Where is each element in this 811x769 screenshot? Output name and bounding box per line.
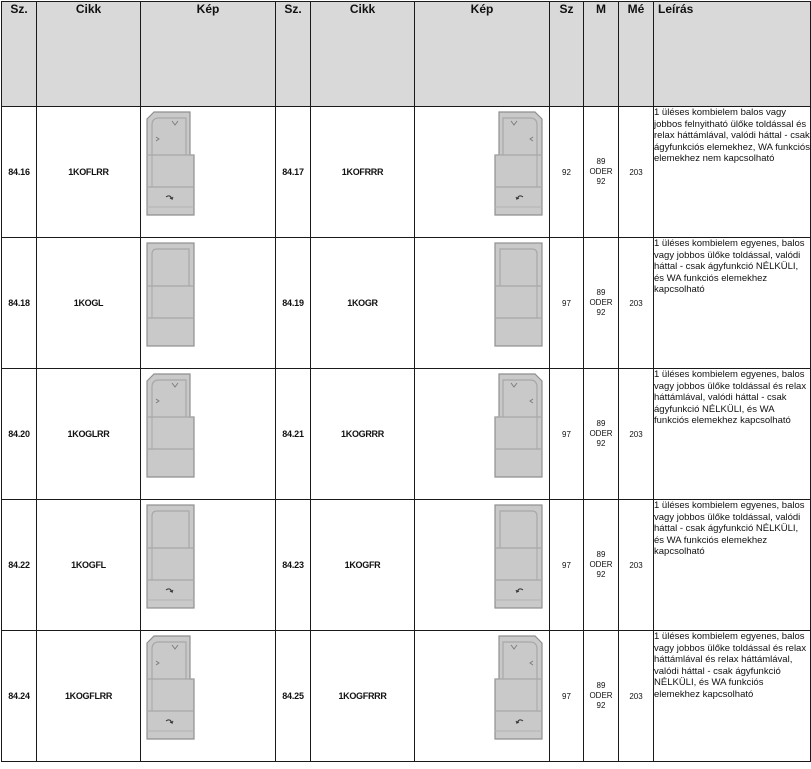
m-value-3: 92 <box>596 439 606 448</box>
sz-value: 97 <box>550 238 584 369</box>
left-item-code: 1KOGL <box>37 238 141 369</box>
m-value-2: ODER <box>589 429 613 438</box>
m-value-1: 89 <box>596 419 606 428</box>
left-item-code: 1KOFLRR <box>37 107 141 238</box>
m-value-2: ODER <box>589 560 613 569</box>
right-item-number: 84.17 <box>276 107 311 238</box>
header-kep: Kép <box>141 2 276 107</box>
m-values <box>584 500 619 631</box>
right-item-code: 1KOGR <box>311 238 415 369</box>
left-item-number: 84.18 <box>2 238 37 369</box>
header-leiras: Leírás <box>654 2 811 107</box>
right-item-code: 1KOGFR <box>311 500 415 631</box>
m-value-2: ODER <box>589 691 613 700</box>
table-row <box>2 107 811 238</box>
straight-relax-right-icon <box>489 371 545 481</box>
left-item-image <box>141 631 276 762</box>
right-item-image <box>415 369 550 500</box>
table-row <box>2 369 811 500</box>
product-table <box>1 1 811 762</box>
table-row <box>2 500 811 631</box>
left-item-image <box>141 107 276 238</box>
m-value-1: 89 <box>596 550 606 559</box>
header-cikk-2: Cikk <box>311 2 415 107</box>
m-value-3: 92 <box>596 701 606 710</box>
description: 1 üléses kombielem egyenes, balos vagy jobbos ülőke toldással, valódi háttal - csak ágyfunkció NÉLKÜLI, és WA funkciós elemekhez kapcsolható <box>654 238 811 369</box>
right-item-code: 1KOFRRR <box>311 107 415 238</box>
m-value-3: 92 <box>596 177 606 186</box>
m-value-3: 92 <box>596 570 606 579</box>
description: 1 üléses kombielem egyenes, balos vagy jobbos ülőke toldással és relax háttámlával és relax háttámlával, valódi háttal - csak ágyfunkció NÉLKÜLI, és WA funkciós elemekhez kapcsolható <box>654 631 811 762</box>
corner-recliner-left-icon <box>144 109 200 219</box>
straight-lift-left-icon <box>144 502 200 612</box>
left-item-number: 84.20 <box>2 369 37 500</box>
m-values <box>584 238 619 369</box>
right-item-number: 84.25 <box>276 631 311 762</box>
sz-value: 97 <box>550 500 584 631</box>
sz-value: 92 <box>550 107 584 238</box>
m-value-2: ODER <box>589 167 613 176</box>
m-values <box>584 369 619 500</box>
description: 1 üléses kombielem balos vagy jobbos felnyitható ülőke toldással és relax háttámlával, valódi háttal - csak ágyfunkciós elemekhez, WA funkciós elemekhez nem kapcsolható <box>654 107 811 238</box>
product-table-wrapper <box>1 1 811 762</box>
me-value: 203 <box>619 369 654 500</box>
right-item-image <box>415 238 550 369</box>
sz-value: 97 <box>550 369 584 500</box>
right-item-code: 1KOGRRR <box>311 369 415 500</box>
straight-lift-relax-right-icon <box>489 633 545 743</box>
left-item-image <box>141 238 276 369</box>
left-item-number: 84.24 <box>2 631 37 762</box>
left-item-code: 1KOGFLRR <box>37 631 141 762</box>
left-item-code: 1KOGLRR <box>37 369 141 500</box>
m-value-1: 89 <box>596 288 606 297</box>
straight-lift-relax-left-icon <box>144 633 200 743</box>
me-value: 203 <box>619 500 654 631</box>
left-item-code: 1KOGFL <box>37 500 141 631</box>
m-value-3: 92 <box>596 308 606 317</box>
header-row <box>2 2 811 107</box>
header-me: Mé <box>619 2 654 107</box>
left-item-number: 84.22 <box>2 500 37 631</box>
table-row <box>2 238 811 369</box>
header-sz: Sz. <box>2 2 37 107</box>
right-item-image <box>415 107 550 238</box>
right-item-number: 84.21 <box>276 369 311 500</box>
right-item-number: 84.23 <box>276 500 311 631</box>
right-item-image <box>415 500 550 631</box>
right-item-number: 84.19 <box>276 238 311 369</box>
header-kep-2: Kép <box>415 2 550 107</box>
straight-relax-left-icon <box>144 371 200 481</box>
m-values <box>584 107 619 238</box>
right-item-code: 1KOGFRRR <box>311 631 415 762</box>
m-value-2: ODER <box>589 298 613 307</box>
straight-seat-right-icon <box>489 240 545 350</box>
sz-value: 97 <box>550 631 584 762</box>
corner-recliner-right-icon <box>489 109 545 219</box>
right-item-image <box>415 631 550 762</box>
me-value: 203 <box>619 107 654 238</box>
left-item-image <box>141 369 276 500</box>
left-item-number: 84.16 <box>2 107 37 238</box>
me-value: 203 <box>619 238 654 369</box>
header-m: M <box>584 2 619 107</box>
straight-seat-left-icon <box>144 240 200 350</box>
header-cikk: Cikk <box>37 2 141 107</box>
description: 1 üléses kombielem egyenes, balos vagy jobbos ülőke toldással, valódi háttal - csak ágyfunkció NÉLKÜLI, és WA funkciós elemekhez kapcsolható <box>654 500 811 631</box>
m-values <box>584 631 619 762</box>
straight-lift-right-icon <box>489 502 545 612</box>
me-value: 203 <box>619 631 654 762</box>
description: 1 üléses kombielem egyenes, balos vagy jobbos ülőke toldással és relax háttámlával, valódi háttal - csak ágyfunkció NÉLKÜLI, és WA funkciós elemekhez kapcsolható <box>654 369 811 500</box>
header-sz-2: Sz. <box>276 2 311 107</box>
header-sz-col: Sz <box>550 2 584 107</box>
m-value-1: 89 <box>596 681 606 690</box>
m-value-1: 89 <box>596 157 606 166</box>
table-row <box>2 631 811 762</box>
left-item-image <box>141 500 276 631</box>
